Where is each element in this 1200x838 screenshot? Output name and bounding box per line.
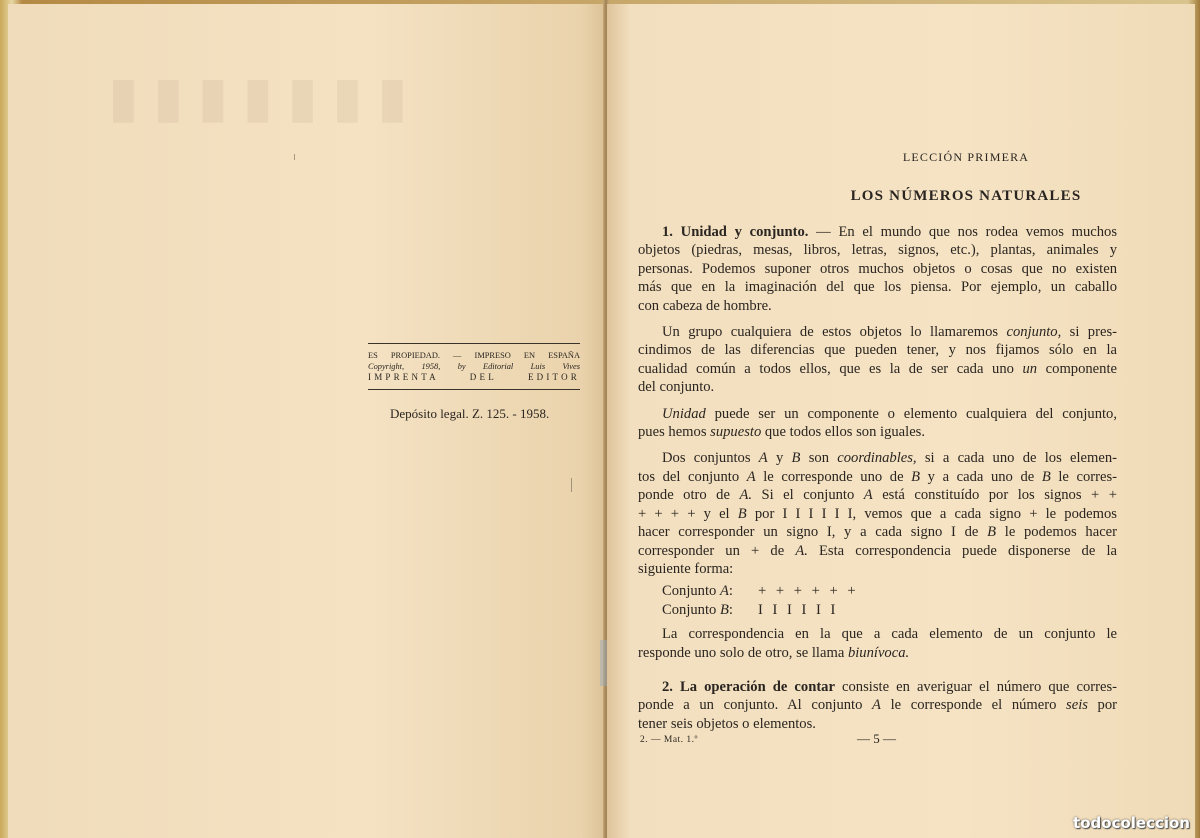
text-line [638, 505, 1117, 523]
var-a: A [872, 697, 881, 714]
section-heading: La operación de contar [680, 678, 835, 695]
text-run: le podemos hacer [996, 524, 1118, 541]
text-run: hacer corresponder un signo I, y a cada signo I de [638, 524, 988, 541]
text-run: pues hemos [638, 424, 711, 441]
text-run: Conjunto [662, 601, 717, 618]
left-page [8, 4, 605, 838]
text-run: Un grupo cualquiera de estos objetos lo llamaremos [662, 324, 1007, 341]
var-b: B [1041, 468, 1051, 485]
coordinables-paragraph [638, 449, 1117, 578]
var-b: B [737, 505, 747, 522]
text-run: son [800, 450, 838, 467]
var-a: A. [739, 487, 753, 504]
row-b-signs: I I I I I I [758, 601, 839, 618]
text-line [638, 449, 1117, 467]
var-b: B [987, 524, 997, 541]
right-page [607, 4, 1195, 838]
text-run: Si el conjunto [752, 487, 864, 504]
conjunto-paragraph [638, 323, 1117, 397]
term-un: un [1022, 360, 1038, 377]
text-line [638, 223, 1117, 241]
text-run: ponde otro de [638, 487, 740, 504]
lesson-label: LECCIÓN PRIMERA [902, 150, 1030, 164]
text-line [638, 678, 1117, 696]
site-watermark: todocoleccion [1073, 814, 1190, 832]
imprint-copyright-line: Copyright, 1958, by Editorial Luis Vives [368, 362, 580, 371]
text-run: cualidad común a todos ellos, que es la de ser cada uno [638, 360, 1023, 377]
row-a-signs: + + + + + + [758, 583, 859, 600]
text-run: por [1087, 697, 1117, 714]
term-unidad: Unidad [662, 405, 706, 422]
text-line: objetos (piedras, mesas, libros, letras, signos, etc.), plantas, animales y [638, 242, 1117, 259]
var-a: A [746, 468, 756, 485]
text-run: responde uno solo de otro, se llama [638, 644, 848, 661]
text-line [638, 468, 1117, 486]
text-line [638, 523, 1117, 541]
text-line [638, 644, 1117, 662]
text-line: siguiente forma: [638, 560, 734, 577]
copyright-imprint [368, 343, 580, 390]
page-number: — 5 — [857, 731, 896, 746]
term-biunivoca: biunívoca. [847, 644, 910, 661]
text-line [638, 486, 1117, 504]
term-coordinables: coordinables, [837, 450, 917, 467]
chapter-title: LOS NÚMEROS NATURALES [850, 188, 1082, 204]
text-run: que todos ellos son iguales. [761, 424, 925, 441]
show-through-text: ▮▮▮▮▮▮▮ [108, 64, 422, 124]
term-seis: seis [1066, 697, 1088, 714]
text-run: tos del conjunto [638, 468, 747, 485]
text-line: tener seis objetos o elementos. [638, 715, 816, 732]
text-line [638, 542, 1117, 560]
text-run: Esta correspondencia puede disponerse de la [807, 542, 1117, 559]
text-run: + + + + y el [638, 505, 738, 522]
text-run: corresponder un + de [638, 542, 796, 559]
printer-signature: 2. — Mat. 1.º [640, 735, 698, 745]
text-run: — En el mundo que nos rodea vemos muchos [808, 224, 1118, 240]
text-line: con cabeza de hombre. [638, 297, 772, 314]
pencil-mark [294, 154, 295, 160]
var-a: A [719, 583, 729, 600]
text-line: más que en la imaginación del que los piensa. Por ejemplo, un caballo [638, 279, 1117, 296]
text-line [638, 423, 1117, 441]
section-heading: Unidad y conjunto. [680, 224, 809, 240]
text-run: está constituído por los signos + + [872, 487, 1117, 504]
text-run: le corresponde el número [880, 697, 1067, 714]
var-a: A [863, 487, 873, 504]
imprint-bottom-rule [368, 389, 580, 390]
text-run: si a cada uno de los elemen- [916, 450, 1118, 467]
var-a: A [758, 450, 768, 467]
imprint-top-rule [368, 343, 580, 344]
text-run: le corres- [1050, 468, 1117, 485]
imprint-printer-line: IMPRENTA DEL EDITOR [368, 372, 580, 382]
text-run: Dos conjuntos [662, 450, 759, 467]
text-run: Conjunto [662, 583, 717, 600]
text-run: puede ser un componente o elemento cualquiera del conjunto, [705, 405, 1117, 422]
row-a-label: Conjunto A: [662, 583, 733, 600]
imprint-property-line: ES PROPIEDAD. — IMPRESO EN ESPAÑA [368, 351, 580, 360]
var-a: A. [795, 542, 808, 559]
var-b: B [719, 601, 729, 618]
var-b: B [791, 450, 801, 467]
correspondence-table [662, 582, 1117, 619]
text-line: cindimos de las diferencias que pueden tener, y nos fijamos sólo en la [638, 342, 1117, 359]
pencil-mark [571, 478, 572, 492]
term-supuesto: supuesto [710, 424, 762, 441]
text-line: del conjunto. [638, 379, 715, 396]
text-run: le corresponde uno de [755, 468, 912, 485]
text-line [638, 323, 1117, 341]
var-b: B [911, 468, 921, 485]
text-run: y a cada uno de [920, 468, 1042, 485]
text-run: si pres- [1061, 324, 1117, 341]
text-line [638, 405, 1117, 423]
text-run: consiste en averiguar el número que corres- [834, 678, 1117, 695]
section-1-paragraph [638, 223, 1117, 315]
text-run: ponde a un conjunto. Al conjunto [638, 697, 873, 714]
text-line [638, 360, 1117, 378]
text-line [638, 696, 1117, 714]
text-run: por I I I I I I, vemos que a cada signo + le podemos [746, 505, 1117, 522]
section-number: 1. [662, 224, 673, 240]
row-b-label: Conjunto B: [662, 601, 733, 618]
unidad-paragraph [638, 405, 1117, 442]
section-2-paragraph [638, 678, 1117, 733]
text-line: La correspondencia en la que a cada elemento de un conjunto le [662, 626, 1117, 643]
section-number: 2. [662, 678, 673, 695]
text-run: y [767, 450, 792, 467]
legal-deposit: Depósito legal. Z. 125. - 1958. [390, 406, 550, 421]
text-line: personas. Podemos suponer otros muchos objetos o cosas que no existen [638, 260, 1117, 277]
term-conjunto: conjunto, [1006, 324, 1062, 341]
lesson-body [638, 223, 1117, 741]
biunivoca-paragraph [638, 625, 1117, 662]
text-run: componente [1037, 360, 1117, 377]
